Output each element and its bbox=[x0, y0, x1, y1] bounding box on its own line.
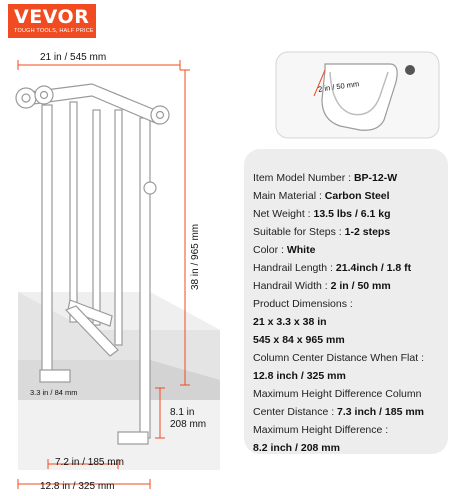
spec-product-dim-mm: 545 x 84 x 965 mm bbox=[253, 334, 345, 346]
handrail-width-label: 2 in / 50 mm bbox=[317, 79, 360, 94]
handrail-profile-inset bbox=[276, 52, 439, 138]
spec-product-dim-in: 21 x 3.3 x 38 in bbox=[253, 316, 327, 328]
post-distance-label: 7.2 in / 185 mm bbox=[55, 457, 124, 468]
spec-max-height-col: Center Distance : 7.3 inch / 185 mm bbox=[253, 406, 425, 418]
spec-color: Color : White bbox=[253, 244, 316, 256]
spec-length: Handrail Length : 21.4inch / 1.8 ft bbox=[253, 262, 412, 274]
step-height-in-label: 8.1 in bbox=[170, 407, 195, 418]
spec-steps: Suitable for Steps : 1-2 steps bbox=[253, 226, 391, 238]
spec-center-flat-value: 12.8 inch / 325 mm bbox=[253, 370, 346, 382]
height-label: 38 in / 965 mm bbox=[190, 223, 201, 290]
spec-width: Handrail Width : 2 in / 50 mm bbox=[253, 280, 391, 292]
spec-center-flat-label: Column Center Distance When Flat : bbox=[253, 352, 424, 364]
spec-weight: Net Weight : 13.5 lbs / 6.1 kg bbox=[253, 208, 391, 220]
logo-text: VEVOR bbox=[14, 6, 90, 28]
spec-product-dim-label: Product Dimensions : bbox=[253, 298, 353, 310]
spec-max-height-value: 8.2 inch / 208 mm bbox=[253, 442, 340, 454]
spec-model: Item Model Number : BP-12-W bbox=[253, 172, 398, 184]
step-height-mm-label: 208 mm bbox=[170, 419, 207, 430]
post-section-label: 3.3 in / 84 mm bbox=[30, 388, 78, 397]
spec-material: Main Material : Carbon Steel bbox=[253, 190, 390, 202]
spec-max-height-col-label: Maximum Height Difference Column bbox=[253, 388, 422, 400]
spec-max-height-label: Maximum Height Difference : bbox=[253, 424, 389, 436]
base-width-label: 12.8 in / 325 mm bbox=[40, 481, 115, 492]
logo-tagline: TOUGH TOOLS, HALF PRICE bbox=[14, 28, 94, 34]
top-width-label: 21 in / 545 mm bbox=[40, 52, 107, 63]
